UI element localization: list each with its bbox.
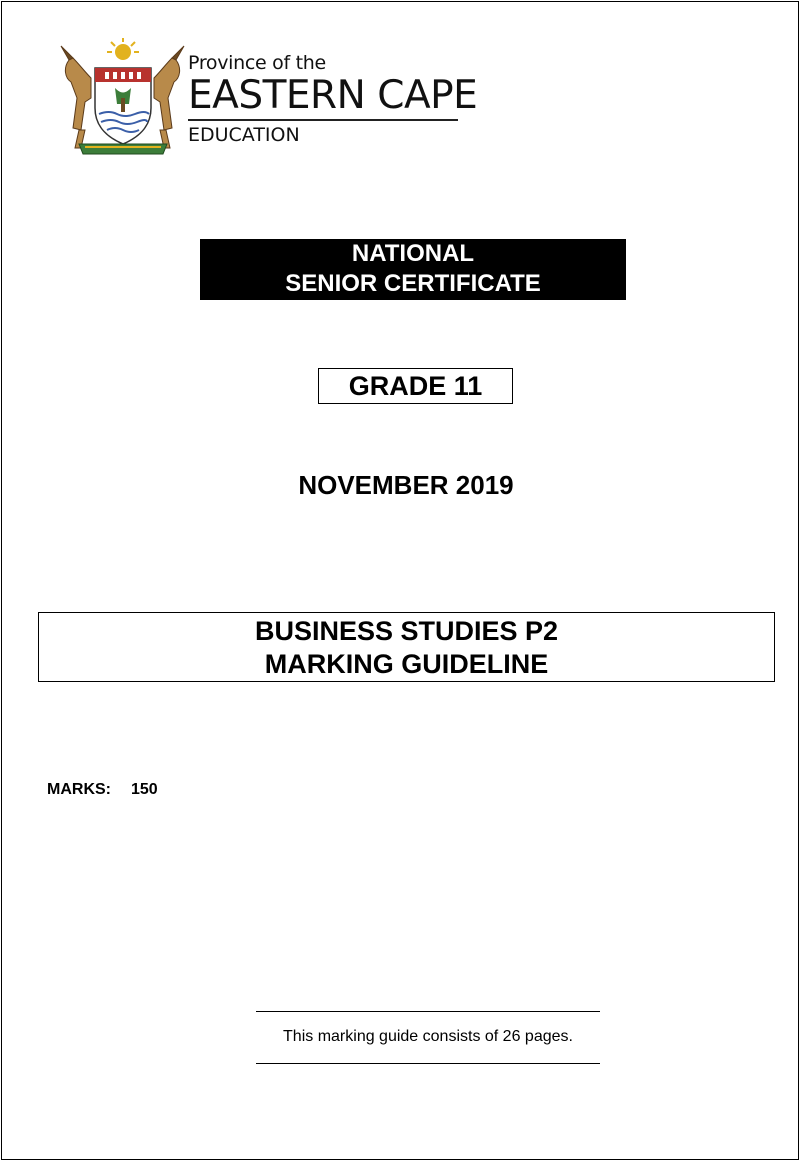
page-count-note: This marking guide consists of 26 pages. — [283, 1028, 573, 1045]
department-header — [188, 52, 477, 146]
subject-title-box — [38, 612, 775, 682]
coat-of-arms-icon — [55, 38, 190, 158]
page-border — [1, 1, 799, 1160]
marks-value: 150 — [131, 781, 158, 798]
sun-emblem — [107, 38, 139, 60]
subject-line-1: BUSINESS STUDIES P2 — [254, 616, 559, 646]
province-label: Province of the — [188, 52, 326, 74]
certificate-title-banner — [200, 239, 626, 300]
motto-ribbon — [79, 144, 167, 154]
certificate-line-1: NATIONAL — [351, 240, 475, 267]
right-supporter-antelope — [154, 46, 184, 148]
department-name: EDUCATION — [188, 124, 300, 146]
footer-rule-top — [256, 1011, 600, 1012]
marks-row — [47, 780, 158, 800]
certificate-line-2: SENIOR CERTIFICATE — [285, 270, 541, 297]
footer-rule-bottom — [256, 1063, 600, 1064]
exam-date: NOVEMBER 2019 — [298, 470, 514, 500]
header-divider — [188, 119, 458, 121]
subject-line-2: MARKING GUIDELINE — [264, 649, 549, 679]
marks-label: MARKS: — [47, 781, 111, 798]
province-name: EASTERN CAPE — [188, 73, 478, 118]
grade-label: GRADE 11 — [318, 368, 513, 404]
shield — [95, 68, 151, 144]
left-supporter-antelope — [61, 46, 91, 148]
